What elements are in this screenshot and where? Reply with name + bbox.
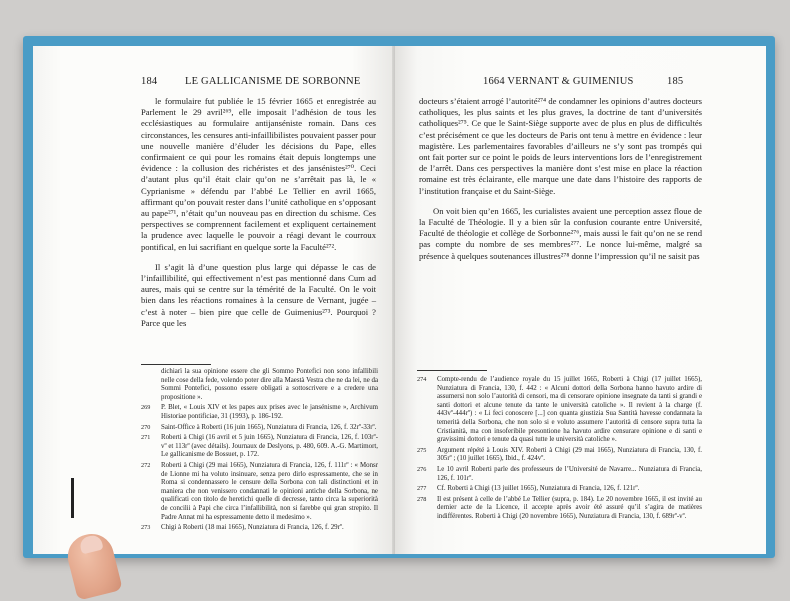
footnote: 277 Cf. Roberti à Chigi (13 juillet 1665), Nunziatura di Francia, 126, f. 121rº. bbox=[417, 485, 640, 493]
footnotes bbox=[417, 376, 702, 524]
left-page bbox=[33, 46, 395, 554]
footnote: 269 P. Blet, « Louis XIV et les papes aux prises avec le jansénisme », Archivum Historiae pontificiae, 31 (1993), p. 186-192. bbox=[141, 404, 378, 420]
main-text bbox=[141, 96, 376, 338]
footnote: 276 Le 10 avril Roberti parle des professeurs de l’Université de Navarre... Nunziatura di Francia, 126, f. 101rº. bbox=[417, 465, 702, 482]
footnote: 278 Il est présent à celle de l’abbé Le Tellier (supra, p. 184). Le 20 novembre 1665, il est invité au dernier acte de la Licence, il accepte après avoir été assuré qu’il s’agira de matières indifférentes. Roberti à Chigi (20 novembre 1665), Nunziatura di Francia, 130, f. 689rº-vº. bbox=[417, 495, 702, 520]
footnote: 273 Chigi à Roberti (18 mai 1665), Nunziatura di Francia, 126, f. 29rº. bbox=[141, 524, 344, 532]
page-number: 184 bbox=[141, 76, 158, 87]
right-page bbox=[395, 46, 766, 554]
footnote-rule bbox=[417, 370, 487, 371]
paragraph: docteurs s’étaient arrogé l’autorité²⁷⁴ de condamner les opinions d’autres docteurs catholiques, les plus saints et les plus graves, la doctrine de tant d’universités catholiques²⁷⁵. Ce que le Saint-Siège supporte avec de plus en plus de difficultés c’est précisément ce que les docteurs de Paris ont tenu à mettre en évidence : leur magistère. Les parlementaires favorables d’ailleurs ne s’y sont pas trompés qui ont fait porter sur ce point le poids de leurs interventions lors de l’enregistrement de l’arrêt. Dans ces perspectives la manière dont s’est mise en place la réaction romaine est très éclairante, elle marque une date dans l’histoire des rapports de l’institution française et du Saint-Siège. bbox=[419, 96, 702, 196]
footnote: dichiarì la sua opinione essere che gli Sommo Pontefici non sono infallibili nelle cose della fede, volendo poter dire alla Maestà Vestra che ne da lei, ne da Sommi Pontefici, possono essere obligati a sottoscrivere e a credere una propositione ». bbox=[161, 368, 378, 401]
footnotes bbox=[141, 368, 378, 535]
footnote: 270 Saint-Office à Roberti (16 juin 1665), Nunziatura di Francia, 126, f. 32rº-33rº. bbox=[141, 423, 377, 431]
edge-mark bbox=[71, 478, 74, 518]
footnote: 272 Roberti à Chigi (29 mai 1665), Nunziatura di Francia, 126, f. 111rº : « Monsr de Lionne mi ha voluto insinuare, senza pero dirlo espressamente, che se in Roma si condennassero le censure della Sorbona con tali distinctioni et in maniera che non venissero condannati le opinioni antiche della Sorbona, ne qualificati con titolo de heretichi quelle di decresse, tanto circa la superiorità de concilii à Papi che circa l’infallibilità, non si farebbe qui gran strepito. Il Padre Annat mi ha espressamente detto il medesimo ». bbox=[141, 461, 378, 521]
running-title: LE GALLICANISME DE SORBONNE bbox=[185, 76, 361, 87]
paragraph: le formulaire fut publiée le 15 février 1665 et enregistrée au Parlement le 29 avril²⁶⁹, elle imposait l’adhésion de tous les ecclésiastiques au formulaire antijanséniste romain. Dans ces circonstances, les censures anti-infaillibilistes pouvaient passer pour une nouvelle manière d’éluder les décisions du Pape, elles confirmaient ce qui pour les romains était depuis longtemps une évidence : la collusion des richéristes et des jansénistes²⁷⁰. Ceci d’autant plus qu’il était clair qu’on ne s’arrêtait pas là, le « Cyprianisme » défendu par l’abbé Le Tellier en avril 1665, affirmant qu’on pouvait rester dans l’unité catholique en s’opposant au pape²⁷¹, n’était qu’un nouveau pas en direction du schisme. Ces perspectives se comprennent facilement et expliquent certainement la prudence avec laquelle le pouvoir a réagi devant le courroux pontifical, en lui sacrifiant en quelque sorte la Faculté²⁷². bbox=[141, 96, 376, 252]
footnote: 274 Compte-rendu de l’audience royale du 15 juillet 1665, Roberti à Chigi (17 juillet 1665), Nunziatura di Francia, 130, f. 442 : « Alcuni dottori della Sorbona hanno havuto ardire di assumersi non solo l’autorità di censori, ma di censorare opinione insegnate da tanti si grandi e santi dottori et alcune tenute da tante le università catoliche ». Il revient à la charge (f. 443vº-444rº) : « Li feci conoscere [...] con quanta giustizia Sua Santità havesse condannata la temerità della Sorbona, che non solo si e voluto assumere l’autorità di censore supra tutta la Cristianità, ma con insoferibile presontione ha havuto ardire censurare opinione e di santi e gravissimi dottori e tenute da quasi tutte le università catoliche ». bbox=[417, 376, 702, 444]
footnote: 275 Argument répété à Louis XIV. Roberti à Chigi (29 mai 1665), Nunziatura di Francia, 130, f. 305rº ; (10 juillet 1665), Ibid., f. 424vº. bbox=[417, 446, 702, 463]
main-text bbox=[419, 96, 702, 271]
footnote: 271 Roberti à Chigi (16 avril et 5 juin 1665), Nunziatura di Francia, 126, f. 103rº-vº et 113rº (avec détails). Journaux de Deslyons, p. 480, 609. A.-G. Martimort, Le gallicanisme de Bossuet, p. 172. bbox=[141, 434, 378, 459]
footnote-rule bbox=[141, 364, 211, 365]
running-title: 1664 VERNANT & GUIMENIUS bbox=[483, 76, 634, 87]
paragraph: On voit bien qu’en 1665, les curialistes avaient une perception assez floue de la Faculté de Théologie. Il y a bien sûr la confusion courante entre Université, Faculté de théologie et collège de Sorbonne²⁷⁶, mais aussi le fait qu’on ne se rend pas compte du nombre de ses membres²⁷⁷. Le nonce lui-même, malgré sa présence à quelques soutenances illustres²⁷⁸ donne l’impression qu’il ne saisit pas bbox=[419, 205, 702, 261]
paragraph: Il s’agit là d’une question plus large qui dépasse le cas de l’infaillibilité, qui effectivement n’est pas mentionné dans Cum ad aures, mais qui se centre sur la témérité de la Faculté. On le voit bien dans les réactions romaines à la censure de Vernant, jugée – c’est à noter – bien pire que celle de Guimenius²⁷³. Pourquoi ? Parce que les bbox=[141, 261, 376, 328]
page-number: 185 bbox=[667, 76, 684, 87]
